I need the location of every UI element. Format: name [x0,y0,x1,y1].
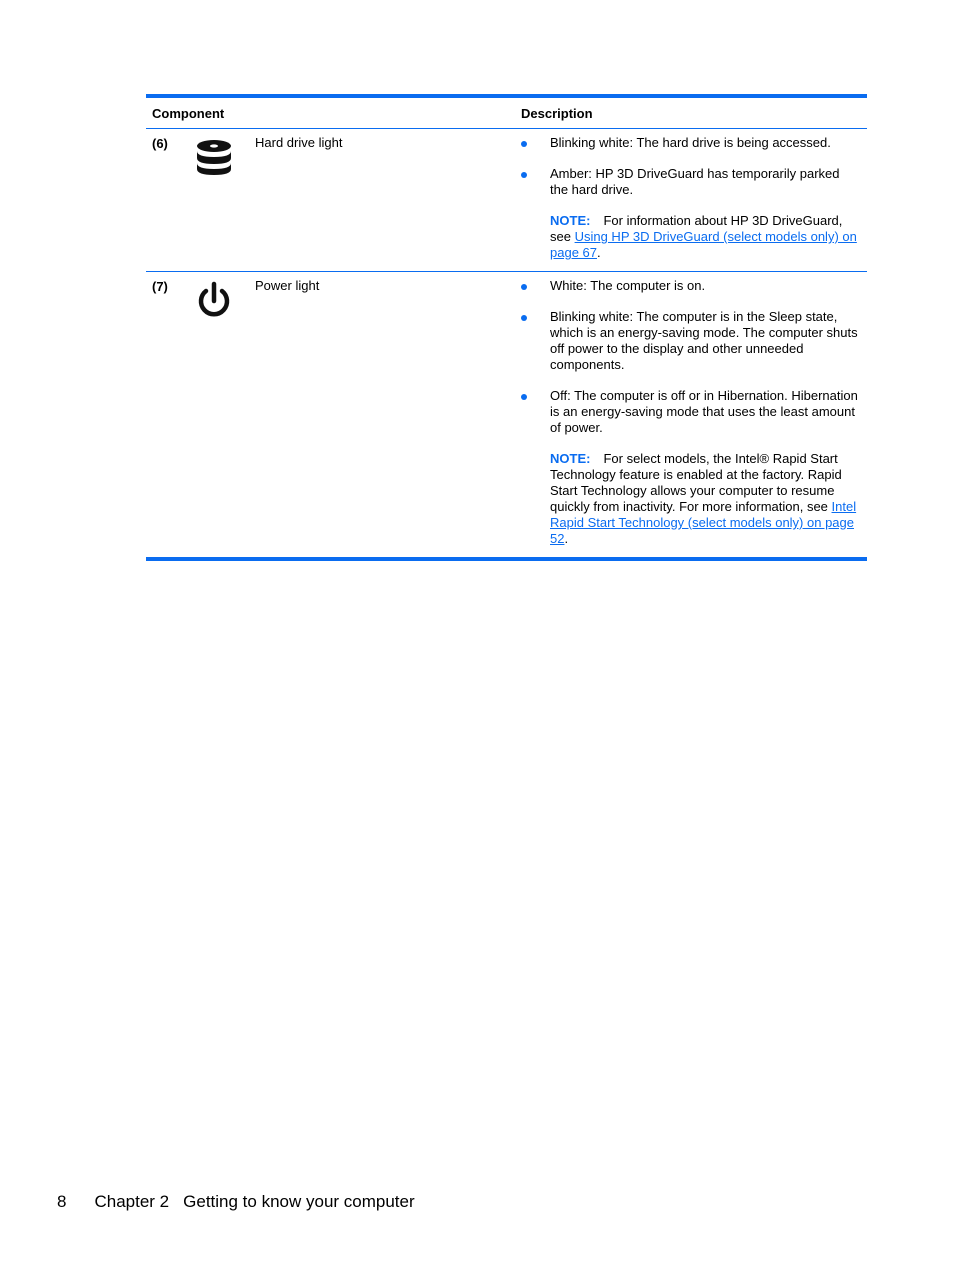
note [521,451,861,547]
note-label: NOTE: [550,451,591,466]
bullet-icon [521,172,527,178]
note [521,213,861,261]
hard-drive-icon [194,138,234,183]
component-table [146,94,867,561]
list-item [521,309,861,373]
row-name: Power light [255,278,320,293]
page-footer [57,1192,415,1212]
bullet-icon [521,315,527,321]
list-item [521,388,861,436]
note-label: NOTE: [550,213,591,228]
row-number: (6) [152,136,168,151]
row-name: Hard drive light [255,135,343,150]
table-row [146,272,867,557]
bullet-icon [521,284,527,290]
list-item [521,166,861,198]
note-text: For select models, the Intel® Rapid Start Technology feature is enabled at the factory. Rapid Start Technology allows your computer to resume quickly from inactivity. For more information, see [550,451,842,514]
chapter-label: Chapter 2 [94,1192,170,1211]
page-number: 8 [57,1192,67,1211]
bullet-text: White: The computer is on. [550,278,706,293]
row-number: (7) [152,279,168,294]
list-item [521,278,861,294]
chapter-title: Getting to know your computer [183,1192,415,1211]
note-after: . [597,245,601,260]
note-after: . [564,531,569,546]
driveguard-link[interactable]: Using HP 3D DriveGuard (select models only) on page 67 [550,229,857,260]
power-icon [194,281,234,326]
bullet-text: Amber: HP 3D DriveGuard has temporarily parked the hard drive. [550,166,840,197]
rapid-start-link[interactable]: Intel Rapid Start Technology (select models only) on page 52 [550,499,857,546]
header-description: Description [521,105,593,121]
bullet-text: Off: The computer is off or in Hibernation. Hibernation is an energy-saving mode that uses the least amount of power. [550,388,858,435]
table-row [146,129,867,272]
row-description [521,129,867,271]
bullet-icon [521,394,527,400]
table-header [146,98,867,129]
header-component: Component [152,105,225,121]
note-text: For information about HP 3D DriveGuard, see [550,213,843,244]
bullet-text: Blinking white: The hard drive is being accessed. [550,135,831,150]
bullet-text: Blinking white: The computer is in the Sleep state, which is an energy-saving mode. The computer shuts off power to the display and other unneeded components. [550,309,858,372]
list-item [521,135,861,151]
bullet-icon [521,141,527,147]
row-description [521,272,867,557]
